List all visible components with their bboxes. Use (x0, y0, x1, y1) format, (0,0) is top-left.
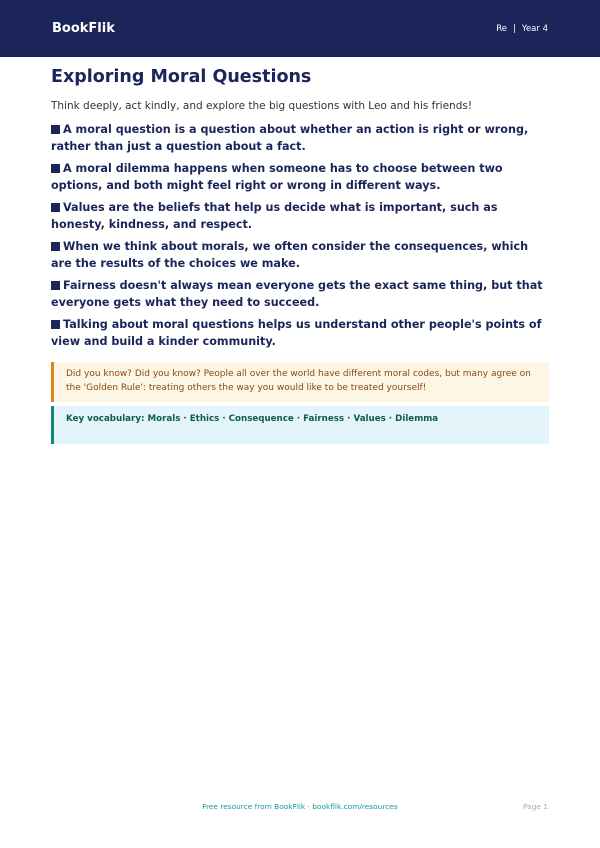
page-number: Page 1 (523, 802, 548, 811)
meta-separator: | (513, 23, 516, 34)
list-item-text: A moral question is a question about whether an action is right or wrong, rather than just a question about a fact. (51, 123, 529, 153)
page-footer (52, 802, 548, 814)
list-item-text: Fairness doesn't always mean everyone gets the exact same thing, but that everyone gets what they need to succeed. (51, 279, 543, 309)
main-content (0, 57, 600, 444)
list-item (51, 161, 549, 194)
page-header (0, 0, 600, 57)
square-bullet-icon (51, 203, 60, 212)
square-bullet-icon (51, 320, 60, 329)
square-bullet-icon (51, 242, 60, 251)
key-vocabulary-box: Key vocabulary: Morals · Ethics · Consequence · Fairness · Values · Dilemma (51, 406, 549, 444)
intro-text: Think deeply, act kindly, and explore the big questions with Leo and his friends! (51, 100, 473, 112)
list-item (51, 278, 549, 311)
did-you-know-box: Did you know? Did you know? People all over the world have different moral codes, but many agree on the 'Golden Rule': treating others the way you would like to be treated yourself! (51, 362, 549, 402)
square-bullet-icon (51, 125, 60, 134)
list-item (51, 122, 549, 155)
subject-label: Re (496, 23, 508, 34)
list-item-text: Values are the beliefs that help us decide what is important, such as honesty, kindness, and respect. (51, 201, 498, 231)
list-item (51, 200, 549, 233)
square-bullet-icon (51, 164, 60, 173)
year-label: Year 4 (521, 23, 548, 34)
list-item-text: When we think about morals, we often consider the consequences, which are the results of the choices we make. (51, 240, 529, 270)
list-item (51, 317, 549, 350)
square-bullet-icon (51, 281, 60, 290)
footer-credit-link[interactable]: Free resource from BookFlik · bookflik.com/resources (202, 802, 398, 811)
page-title: Exploring Moral Questions (51, 67, 312, 87)
list-item (51, 239, 549, 272)
brand-logo[interactable]: BookFlik (52, 21, 115, 36)
list-item-text: A moral dilemma happens when someone has to choose between two options, and both might feel right or wrong in different ways. (51, 162, 503, 192)
list-item-text: Talking about moral questions helps us understand other people's points of view and build a kinder community. (51, 318, 542, 348)
header-meta (496, 24, 548, 34)
fact-list (51, 122, 549, 350)
